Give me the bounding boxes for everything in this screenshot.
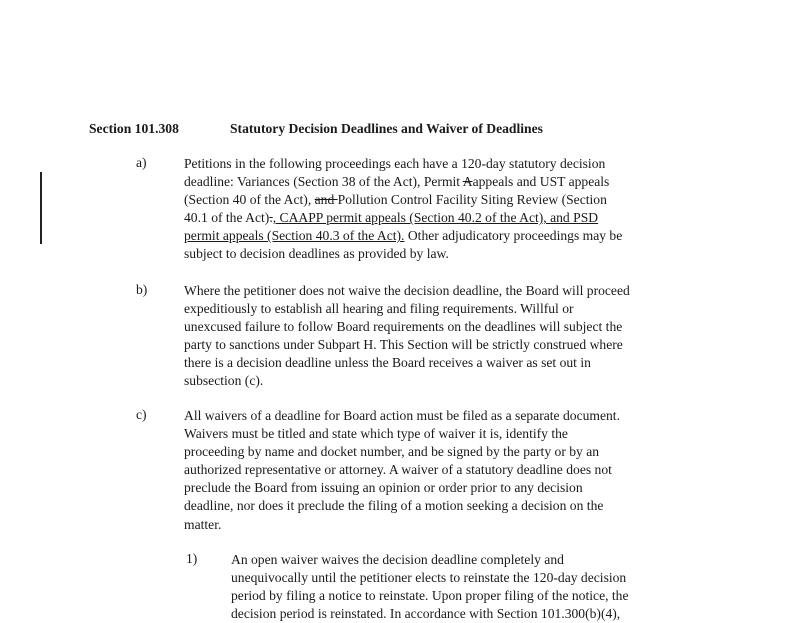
deleted-text: . (269, 210, 273, 226)
text-run: matter. (184, 516, 222, 532)
inserted-text: permit appeals (Section 40.3 of the Act). (184, 228, 405, 244)
text-line (184, 336, 630, 354)
text-line (184, 318, 630, 336)
section-heading (89, 121, 543, 137)
text-line (184, 191, 622, 209)
paragraph-label: b) (136, 282, 148, 297)
text-line (231, 605, 629, 623)
text-run: proceeding by name and docket number, and be signed by the party or by an (184, 444, 600, 460)
text-line (184, 209, 622, 227)
paragraph-label: a) (136, 155, 147, 170)
text-line (184, 354, 630, 372)
text-line (184, 155, 622, 173)
text-run: Petitions in the following proceedings each have a 120-day statutory decision (184, 156, 606, 171)
text-run: preclude the Board from issuing an opinion or order prior to any decision (184, 480, 583, 496)
text-line (184, 245, 622, 263)
text-run: 40.1 of the Act) (184, 210, 270, 226)
text-run: decision period is reinstated. In accordance with Section 101.300(b)(4), (231, 606, 621, 622)
paragraph-label: c) (136, 407, 147, 422)
text-run: period by filing a notice to reinstate. Upon proper filing of the notice, the (231, 588, 629, 604)
text-run: (Section 40 of the Act), (184, 192, 315, 208)
text-run: An open waiver waives the decision deadline completely and (231, 552, 564, 567)
revision-change-bar (40, 172, 42, 244)
paragraph-label: 1) (186, 551, 198, 566)
text-line (184, 282, 630, 300)
paragraph-body (231, 551, 629, 623)
text-line (184, 425, 620, 443)
section-number: Section 101.308 (89, 121, 179, 136)
paragraph-body (184, 282, 630, 391)
text-run: unexcused failure to follow Board requirements on the deadlines will subject the (184, 319, 623, 335)
deleted-text: A (462, 174, 473, 190)
text-line (184, 443, 620, 461)
text-run: expeditiously to establish all hearing and filing requirements. Willful or (184, 301, 574, 317)
text-run: All waivers of a deadline for Board action must be filed as a separate document. (184, 408, 620, 423)
text-line (184, 407, 620, 425)
text-line (184, 497, 620, 515)
text-line (231, 551, 629, 569)
text-run: deadline, nor does it preclude the filing of a motion seeking a decision on the (184, 498, 604, 514)
text-run: appeals and UST appeals (472, 174, 610, 190)
text-run: Waivers must be titled and state which type of waiver it is, identify the (184, 426, 568, 442)
text-line (184, 227, 622, 245)
text-run: Pollution Control Facility Siting Review (Section (337, 192, 607, 208)
text-run: subject to decision deadlines as provided by law. (184, 246, 449, 262)
text-line (184, 173, 622, 191)
text-line (231, 569, 629, 587)
text-run: authorized representative or attorney. A waiver of a statutory deadline does not (184, 462, 612, 478)
text-line (231, 587, 629, 605)
text-run: Where the petitioner does not waive the decision deadline, the Board will proceed (184, 283, 630, 298)
text-line (184, 300, 630, 318)
deleted-text: and (314, 192, 338, 208)
text-line (184, 479, 620, 497)
inserted-text: , CAAPP permit appeals (Section 40.2 of the Act), and PSD (272, 210, 599, 226)
paragraph-body (184, 407, 620, 534)
text-line (184, 516, 620, 534)
text-line (184, 461, 620, 479)
text-run: subsection (c). (184, 373, 264, 389)
text-line (184, 372, 630, 390)
text-run: party to sanctions under Subpart H. This Section will be strictly construed where (184, 337, 623, 353)
section-title: Statutory Decision Deadlines and Waiver of Deadlines (230, 121, 543, 136)
text-run: unequivocally until the petitioner elects to reinstate the 120-day decision (231, 570, 627, 586)
text-run: Other adjudicatory proceedings may be (404, 228, 623, 244)
text-run: deadline: Variances (Section 38 of the Act), Permit (184, 174, 463, 190)
text-run: there is a decision deadline unless the Board receives a waiver as set out in (184, 355, 591, 371)
paragraph-body (184, 155, 622, 264)
